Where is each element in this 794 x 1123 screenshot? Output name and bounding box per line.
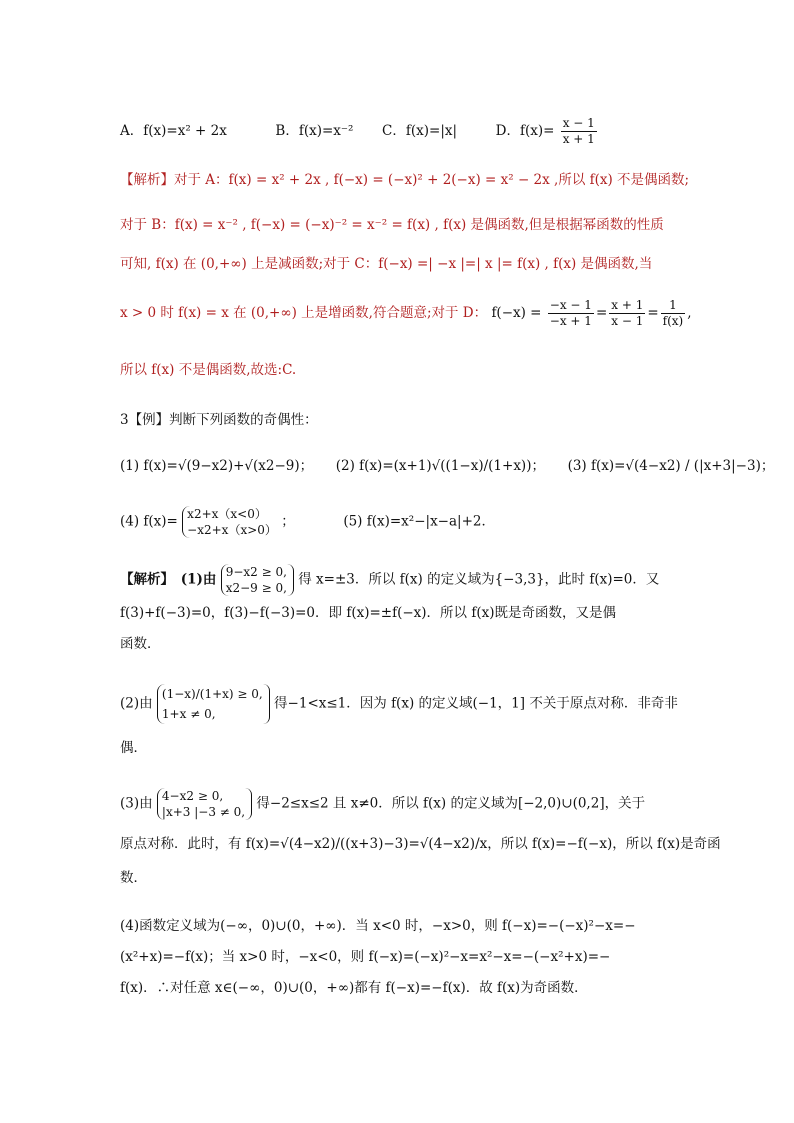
sol4-line3: f(x)．∴对任意 x∈(−∞，0)∪(0，+∞)都有 f(−x)=−f(x)．故 f(x)为奇函数． bbox=[120, 980, 588, 996]
fraction-2: $\frac{x + 1}{x - 1}$ bbox=[611, 298, 644, 328]
solution1-line5: 所以 f(x) 不是偶函数,故选:C. bbox=[120, 362, 297, 378]
fraction-1: $\frac{-x - 1}{-x + 1}$ bbox=[549, 298, 592, 328]
sol1-prefix: 【解析】 (1)由 bbox=[120, 571, 217, 588]
sol4-line2: (x²+x)=−f(x)；当 x>0 时，−x<0，则 f(−x)=(−x)²−x=x²−x=−(−x²+x)=− bbox=[120, 949, 611, 965]
function-4-prefix: (4) f(x)= bbox=[120, 513, 178, 530]
solution1-line4-f: f(−x) = bbox=[491, 305, 542, 321]
sol2-line1 bbox=[120, 684, 678, 724]
sol1-rest: 得 x=±3．所以 f(x) 的定义域为{−3,3}，此时 f(x)=0．又 bbox=[298, 571, 660, 588]
sol3-line3: 数． bbox=[120, 870, 147, 886]
option-d-prefix: D．f(x)= bbox=[495, 123, 555, 139]
function-2: (2) f(x)=(x+1)√((1−x)/(1+x))； bbox=[335, 458, 545, 474]
sol1-cases: 9−x2 ≥ 0, x2−9 ≥ 0, bbox=[221, 564, 287, 596]
function-3: (3) f(x)=√(4−x2) / (|x+3|−3)； bbox=[567, 458, 775, 474]
solution1-line2: 对于 B：f(x) = x⁻² , f(−x) = (−x)⁻² = x⁻² = f(x) , f(x) 是偶函数,但是根据幂函数的性质 bbox=[120, 217, 664, 233]
option-a: A．f(x)=x² + 2x bbox=[120, 123, 227, 139]
sol1-line2: f(3)+f(−3)=0，f(3)−f(−3)=0．即 f(x)=±f(−x)．所以 f(x)既是奇函数，又是偶 bbox=[120, 605, 616, 621]
sol3-cases: 4−x2 ≥ 0, |x+3 |−3 ≠ 0, bbox=[157, 788, 245, 820]
option-b: B．f(x)=x⁻² bbox=[275, 123, 354, 139]
function-5: (5) f(x)=x²−|x−a|+2． bbox=[343, 513, 495, 530]
function-4-cases: x2+x（x<0） −x2+x（x>0） bbox=[182, 506, 277, 538]
sol1-line3: 函数． bbox=[120, 636, 161, 652]
sol1-line1 bbox=[120, 564, 659, 596]
solution1-line1: 【解析】对于 A：f(x) = x² + 2x , f(−x) = (−x)² + 2(−x) = x² − 2x ,所以 f(x) 不是偶函数; bbox=[120, 172, 690, 188]
sol4-line1: (4)函数定义域为(−∞，0)∪(0，+∞)．当 x<0 时，−x>0，则 f(−x)=−(−x)²−x=− bbox=[120, 918, 636, 934]
solution1-line4: x > 0 时 f(x) = x 在 (0,+∞) 上是增函数,符合题意;对于 D： f(−x) = $\frac{-x - 1}{-x + 1}$ = $\frac{x + 1}{x - 1}$ = $\frac{1}{f(x)}$ , bbox=[120, 298, 692, 328]
sol2-cases: (1−x)/(1+x) ≥ 0, 1+x ≠ 0, bbox=[157, 684, 263, 724]
option-c: C．f(x)=|x| bbox=[382, 123, 458, 139]
fraction-3: $\frac{1}{f(x)}$ bbox=[662, 298, 684, 328]
sol3-rest: 得−2≤x≤2 且 x≠0．所以 f(x) 的定义域为[−2,0)∪(0,2]，关于 bbox=[256, 795, 646, 812]
sol3-prefix: (3)由 bbox=[120, 795, 153, 812]
option-d-fraction: $\frac{x - 1}{x + 1}$ bbox=[562, 116, 595, 146]
sol2-line2: 偶． bbox=[120, 740, 147, 756]
sol2-rest: 得−1<x≤1．因为 f(x) 的定义域(−1，1] 不关于原点对称．非奇非 bbox=[274, 695, 678, 712]
example3-functions-row2 bbox=[120, 506, 495, 538]
example3-title: 3【例】判断下列函数的奇偶性： bbox=[120, 412, 318, 428]
function-4-end: ； bbox=[281, 513, 295, 530]
function-1: (1) f(x)=√(9−x2)+√(x2−9)； bbox=[120, 458, 314, 474]
solution1-line4-text: x > 0 时 f(x) = x 在 (0,+∞) 上是增函数,符合题意;对于 D： bbox=[120, 305, 488, 321]
sol2-prefix: (2)由 bbox=[120, 695, 153, 712]
solution1-line3: 可知, f(x) 在 (0,+∞) 上是减函数;对于 C：f(−x) =| −x |=| x |= f(x) , f(x) 是偶函数,当 bbox=[120, 256, 653, 272]
sol3-line1 bbox=[120, 788, 645, 820]
sol3-line2: 原点对称．此时，有 f(x)=√(4−x2)/((x+3)−3)=√(4−x2)/x，所以 f(x)=−f(−x)，所以 f(x)是奇函 bbox=[120, 836, 721, 852]
options-row bbox=[120, 116, 599, 147]
example3-functions-row1 bbox=[120, 456, 774, 476]
